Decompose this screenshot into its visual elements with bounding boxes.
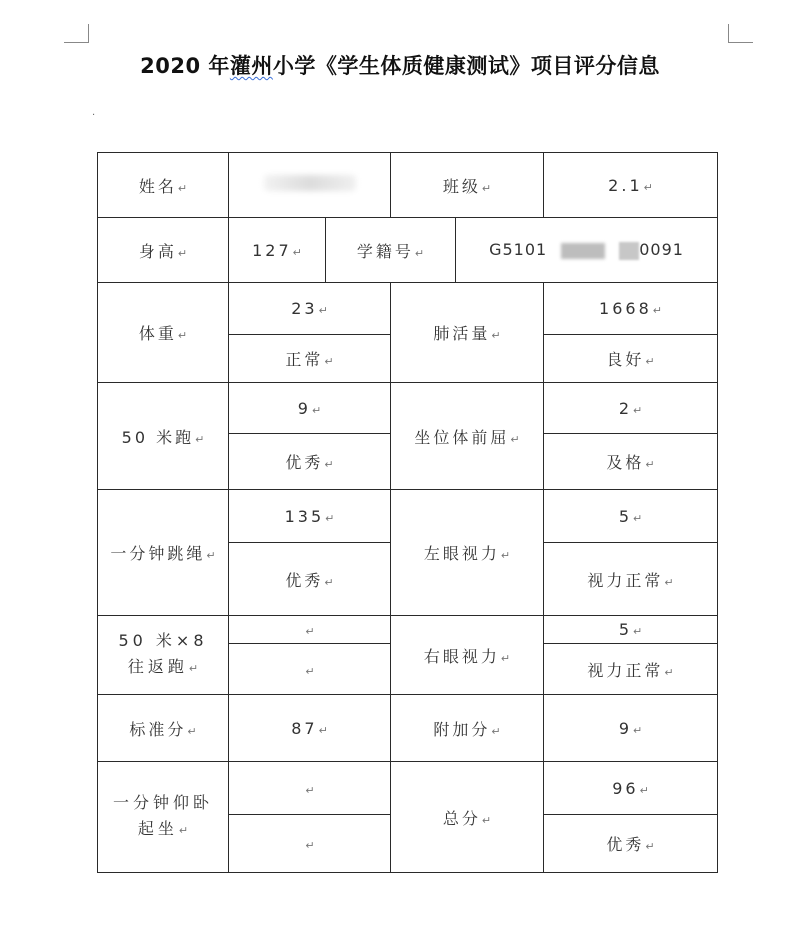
right-eye-rating-cell: 视力正常↵ [544, 644, 718, 695]
rope-rating-cell: 优秀↵ [229, 543, 391, 616]
weight-label-cell: 体重↵ [98, 283, 229, 383]
student-id-label-cell: 学籍号↵ [326, 218, 456, 283]
table-row [98, 218, 718, 283]
run50-rating-cell: 优秀↵ [229, 434, 391, 490]
shuttle-label-cell: 50 米×8 往返跑↵ [98, 616, 229, 695]
situp-value-cell: ↵ [229, 762, 391, 815]
left-eye-label-cell: 左眼视力↵ [391, 490, 544, 616]
table-row [98, 490, 718, 543]
left-eye-value-cell: 5↵ [544, 490, 718, 543]
rope-label-cell: 一分钟跳绳↵ [98, 490, 229, 616]
table-row [98, 153, 718, 218]
lung-label-cell: 肺活量↵ [391, 283, 544, 383]
shuttle-rating-cell: ↵ [229, 644, 391, 695]
standard-label-cell: 标准分↵ [98, 695, 229, 762]
lung-value-cell: 1668↵ [544, 283, 718, 335]
class-value-cell: 2.1↵ [544, 153, 718, 218]
page-corner-mark-right [728, 24, 753, 43]
total-value-cell: 96↵ [544, 762, 718, 815]
table-row [98, 283, 718, 335]
redacted-name [264, 175, 356, 191]
situp-rating-cell: ↵ [229, 815, 391, 873]
run50-value-cell: 9↵ [229, 383, 391, 434]
score-table [97, 152, 718, 873]
page-corner-mark-left [64, 24, 89, 43]
spellcheck-underlined-word: 灌州 [229, 54, 273, 78]
table-row [98, 695, 718, 762]
left-eye-rating-cell: 视力正常↵ [544, 543, 718, 616]
standard-value-cell: 87↵ [229, 695, 391, 762]
student-id-value-cell: G5101 0091 [456, 218, 718, 283]
situp-label-cell: 一分钟仰卧起坐↵ [98, 762, 229, 873]
paragraph-mark: · [92, 110, 96, 121]
bonus-label-cell: 附加分↵ [391, 695, 544, 762]
weight-value-cell: 23↵ [229, 283, 391, 335]
run50-label-cell: 50 米跑↵ [98, 383, 229, 490]
rope-value-cell: 135↵ [229, 490, 391, 543]
shuttle-value-cell: ↵ [229, 616, 391, 644]
right-eye-label-cell: 右眼视力↵ [391, 616, 544, 695]
name-value-cell [229, 153, 391, 218]
table-row [98, 383, 718, 434]
sit-reach-rating-cell: 及格↵ [544, 434, 718, 490]
right-eye-value-cell: 5↵ [544, 616, 718, 644]
sit-reach-label-cell: 坐位体前屈↵ [391, 383, 544, 490]
sit-reach-value-cell: 2↵ [544, 383, 718, 434]
bonus-value-cell: 9↵ [544, 695, 718, 762]
table-row [98, 616, 718, 644]
weight-rating-cell: 正常↵ [229, 335, 391, 383]
total-label-cell: 总分↵ [391, 762, 544, 873]
document-title: 2020 年灌州小学《学生体质健康测试》项目评分信息 [140, 54, 660, 78]
redacted-id-part [561, 243, 605, 259]
redacted-id-part [619, 242, 639, 260]
class-label-cell: 班级↵ [391, 153, 544, 218]
name-label-cell: 姓名↵ [98, 153, 229, 218]
total-rating-cell: 优秀↵ [544, 815, 718, 873]
height-value-cell: 127↵ [229, 218, 326, 283]
lung-rating-cell: 良好↵ [544, 335, 718, 383]
table-row [98, 762, 718, 815]
height-label-cell: 身高↵ [98, 218, 229, 283]
